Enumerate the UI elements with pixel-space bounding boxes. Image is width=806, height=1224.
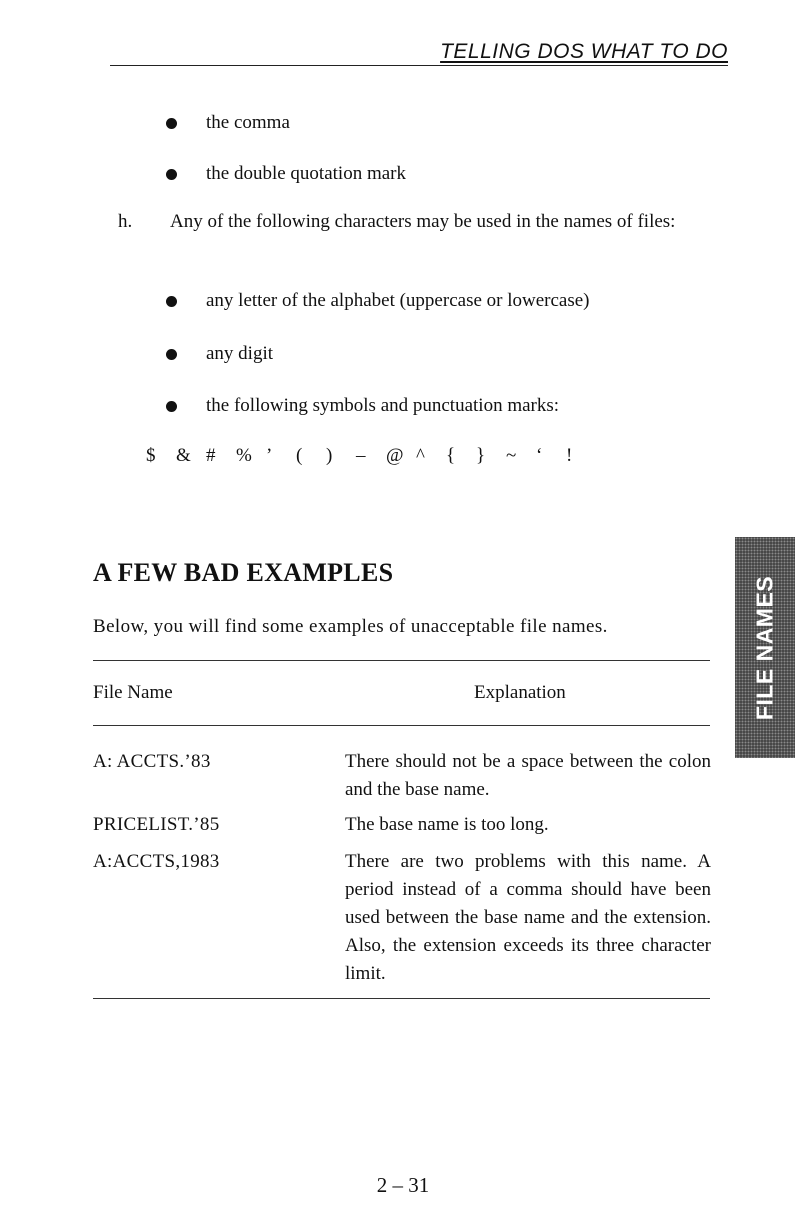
symbol: ~ bbox=[506, 445, 517, 466]
list-item-text: Any of the following characters may be used in the names of files: bbox=[170, 211, 676, 232]
symbol: ! bbox=[566, 445, 573, 466]
list-item: the following symbols and punctuation marks: bbox=[166, 392, 559, 420]
table-rule-bottom bbox=[93, 998, 710, 999]
symbol: { bbox=[446, 445, 456, 466]
symbol: & bbox=[176, 445, 191, 466]
list-item: any digit bbox=[166, 340, 273, 368]
table-rule-top bbox=[93, 660, 710, 661]
symbol: @ bbox=[386, 445, 404, 466]
symbol: ^ bbox=[416, 445, 425, 466]
section-intro: Below, you will find some examples of unacceptable file names. bbox=[93, 616, 608, 637]
symbol: ) bbox=[326, 445, 333, 466]
table-cell-explanation: There should not be a space between the colon and the base name. bbox=[345, 751, 711, 800]
table-cell-explanation: The base name is too long. bbox=[345, 814, 549, 835]
side-tab-label: FILE NAMES bbox=[751, 575, 778, 720]
list-item-letter: h. bbox=[118, 211, 133, 232]
symbol: # bbox=[206, 445, 216, 466]
table-cell-file-name: PRICELIST.’85 bbox=[93, 814, 220, 835]
page-number: 2 – 31 bbox=[376, 1173, 430, 1197]
symbol: ‘ bbox=[536, 445, 543, 466]
symbol: $ bbox=[146, 445, 156, 466]
symbol: – bbox=[356, 445, 366, 466]
running-header: TELLING DOS WHAT TO DO bbox=[440, 40, 728, 63]
header-rule bbox=[110, 65, 728, 66]
section-thumb-tab bbox=[735, 537, 795, 758]
symbol: ’ bbox=[266, 445, 273, 466]
list-item: the comma bbox=[166, 109, 290, 137]
table-header-file-name: File Name bbox=[93, 682, 173, 703]
symbol: } bbox=[476, 445, 486, 466]
symbol: % bbox=[236, 445, 252, 466]
table-cell-file-name: A: ACCTS.’83 bbox=[93, 751, 211, 772]
table-cell-explanation: There are two problems with this name. A period instead of a comma should have been used between the base name and the extension. Also, the extension exceeds its three character limit. bbox=[345, 851, 711, 984]
table-rule-header bbox=[93, 725, 710, 726]
symbol-list bbox=[146, 445, 596, 467]
table-cell-file-name: A:ACCTS,1983 bbox=[93, 851, 220, 872]
section-title: A FEW BAD EXAMPLES bbox=[93, 558, 394, 587]
symbol: ( bbox=[296, 445, 303, 466]
table-header-explanation: Explanation bbox=[474, 682, 566, 703]
list-item: any letter of the alphabet (uppercase or lowercase) bbox=[166, 287, 590, 315]
list-item: the double quotation mark bbox=[166, 160, 406, 188]
